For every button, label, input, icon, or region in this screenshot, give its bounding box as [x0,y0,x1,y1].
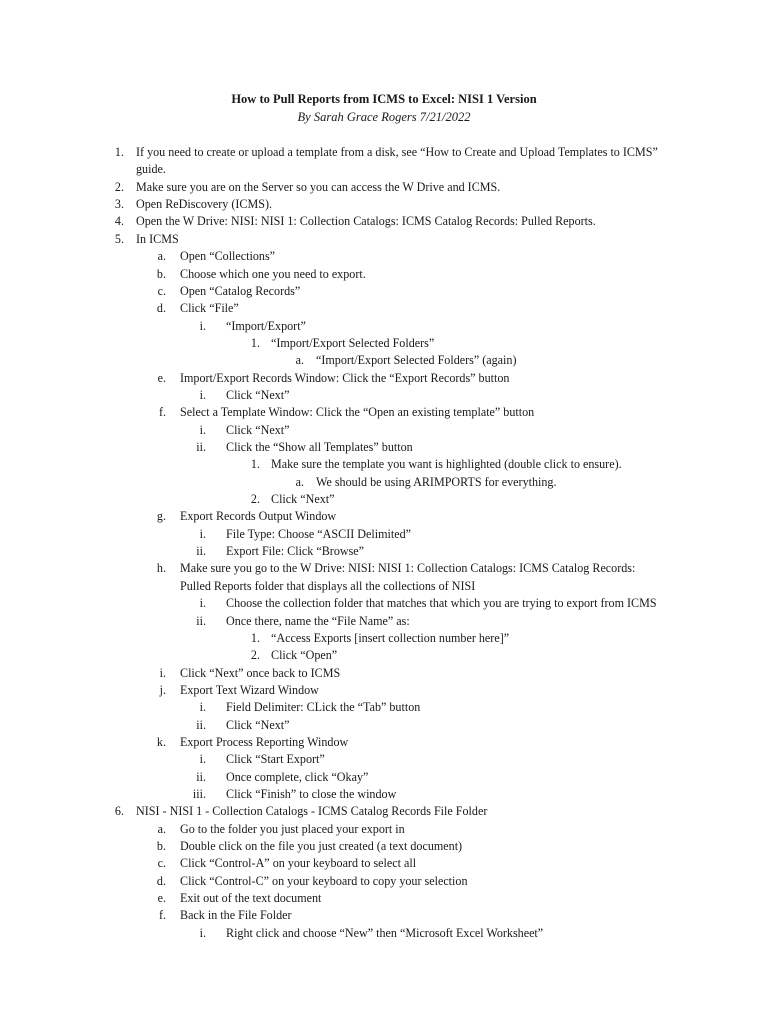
list-marker: c. [157,283,166,298]
list-text: Click “File” [180,301,239,316]
list-text: Open the W Drive: NISI: NISI 1: Collection Catalogs: ICMS Catalog Records: Pulled Reports. [136,214,596,229]
list-text: Click the “Show all Templates” button [226,440,413,454]
list-text: Click “Next” [226,422,290,437]
list-text: Once complete, click “Okay” [226,769,369,784]
list-marker: 1. [250,335,260,350]
list-marker: a. [295,353,304,368]
list-text: In ICMS [136,231,179,246]
list-text: Select a Template Window: Click the “Open an existing template” button [180,405,535,420]
list-marker: i. [159,665,166,680]
list-marker: i. [199,318,206,333]
list-text: Click “Next” once back to ICMS [180,665,341,680]
list-marker: 5. [114,231,124,246]
list-marker: 3. [114,197,124,212]
list-marker: 1. [114,145,124,159]
list-text: Back in the File Folder [180,908,292,923]
list-text: Export File: Click “Browse” [226,544,365,558]
list-text: Click “Next” [271,492,335,506]
list-text: Exit out of the text document [180,891,322,906]
list-text: Click “Finish” to close the window [226,787,397,801]
document-byline: By Sarah Grace Rogers 7/21/2022 [297,110,471,124]
list-text: Make sure you are on the Server so you can access the W Drive and ICMS. [136,179,501,194]
list-marker: ii. [196,440,206,454]
list-text: Click “Open” [271,648,338,663]
list-marker: a. [157,821,166,836]
list-marker: a. [295,474,304,489]
list-text: Open “Collections” [180,249,276,264]
list-text: Field Delimiter: CLick the “Tab” button [226,700,421,715]
list-marker: k. [156,734,166,749]
list-marker: 2. [250,492,260,506]
list-marker: h. [156,561,166,576]
list-text: Double click on the file you just created (a text document) [180,839,463,853]
document-title: How to Pull Reports from ICMS to Excel: NISI 1 Version [231,92,537,106]
list-text: Choose which one you need to export. [180,266,366,281]
list-marker: i. [199,596,206,611]
list-text: Click “Next” [226,387,290,402]
list-text: Click “Control-A” on your keyboard to select all [180,856,417,871]
list-text: Go to the folder you just placed your export in [180,821,405,836]
list-text: “Import/Export” [226,318,306,333]
list-text: Make sure you go to the W Drive: NISI: NISI 1: Collection Catalogs: ICMS Catalog Records: [180,561,636,576]
list-marker: 6. [114,804,124,819]
list-text: Once there, name the “File Name” as: [226,613,410,628]
list-marker: c. [157,856,166,871]
list-text: Click “Start Export” [226,752,325,767]
list-marker: i. [199,422,206,437]
list-marker: 4. [114,214,124,229]
list-marker: 1. [250,457,260,472]
list-marker: d. [156,301,166,316]
list-marker: ii. [196,613,206,628]
list-marker: e. [157,891,166,906]
list-text: NISI - NISI 1 - Collection Catalogs - ICMS Catalog Records File Folder [136,804,488,819]
list-text: Make sure the template you want is highlighted (double click to ensure). [271,457,622,472]
list-text: “Import/Export Selected Folders” [271,335,435,350]
list-marker: i. [199,752,206,767]
list-text: File Type: Choose “ASCII Delimited” [226,526,412,541]
list-text: Pulled Reports folder that displays all the collections of NISI [180,578,476,593]
list-text: Export Text Wizard Window [180,682,319,697]
list-marker: ii. [196,769,206,784]
list-text: guide. [136,162,166,177]
list-marker: a. [157,249,166,264]
list-marker: i. [199,925,206,940]
list-text: If you need to create or upload a template from a disk, see “How to Create and Upload Templates to ICMS” [136,145,658,159]
list-text: Export Records Output Window [180,509,337,524]
list-marker: 2. [114,179,124,194]
list-marker: ii. [196,544,206,558]
list-marker: 2. [250,648,260,663]
list-marker: i. [199,387,206,402]
list-marker: iii. [192,787,206,801]
list-text: “Import/Export Selected Folders” (again) [316,353,517,368]
list-marker: 1. [250,630,260,645]
list-marker: f. [158,405,166,420]
list-marker: f. [158,908,166,923]
list-text: Open ReDiscovery (ICMS). [136,197,273,212]
list-marker: ii. [196,717,206,732]
list-marker: e. [157,370,166,385]
list-marker: b. [156,839,166,853]
list-text: Click “Next” [226,717,290,732]
list-text: Click “Control-C” on your keyboard to copy your selection [180,873,468,888]
list-text: “Access Exports [insert collection number here]” [271,630,510,645]
list-marker: i. [199,526,206,541]
list-text: We should be using ARIMPORTS for everything. [316,474,557,489]
list-marker: b. [156,266,166,281]
list-marker: d. [156,873,166,888]
list-text: Choose the collection folder that matches that which you are trying to export from ICMS [226,596,657,611]
list-marker: i. [199,700,206,715]
list-marker: g. [156,509,166,524]
list-text: Import/Export Records Window: Click the “Export Records” button [180,370,510,385]
list-text: Open “Catalog Records” [180,283,301,298]
list-text: Right click and choose “New” then “Microsoft Excel Worksheet” [226,925,544,940]
list-marker: j. [159,682,166,697]
list-text: Export Process Reporting Window [180,734,349,749]
